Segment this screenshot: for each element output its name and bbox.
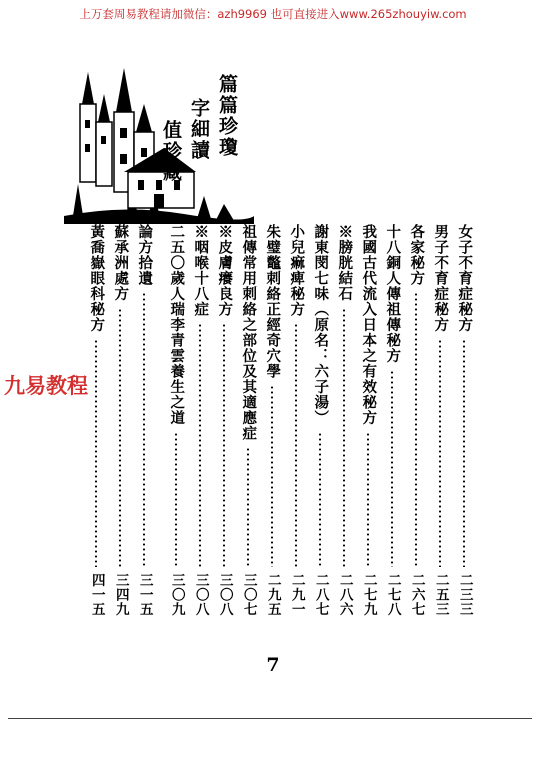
- toc-entry-title: 朱璧鼈刺絡正經奇穴學: [264, 224, 282, 379]
- toc-entry: [236, 224, 260, 616]
- toc-dot-leader: [391, 370, 393, 567]
- toc-entry-title: ※皮膚癢良方: [216, 224, 234, 317]
- toc-entry-title: 小兒痲痺秘方: [288, 224, 306, 317]
- toc-entry-title: 各家秘方: [408, 224, 426, 286]
- header-watermark-banner: 上万套周易教程请加微信：azh9969 也可直接进入www.265zhouyiw.com: [79, 7, 467, 21]
- toc-entry-page: 四一五: [88, 572, 105, 616]
- toc-dot-leader: [319, 432, 321, 567]
- toc-entry: [452, 224, 476, 616]
- toc-entry-title: 男子不育症秘方: [432, 224, 450, 333]
- toc-entry-page: 二七九: [360, 572, 377, 616]
- toc-entry-title: 論方拾遺: [136, 224, 154, 286]
- toc-entry-title: 謝東閔七味（原名：六子湯）: [312, 224, 330, 426]
- toc-entry: [356, 224, 380, 616]
- toc-entry-title: 二五〇歲人瑞李青雲養生之道: [168, 224, 186, 426]
- toc-dot-leader: [119, 308, 121, 567]
- toc-dot-leader: [367, 432, 369, 567]
- toc-dot-leader: [439, 339, 441, 567]
- toc-entry: [260, 224, 284, 616]
- toc-entry: [132, 224, 156, 616]
- toc-dot-leader: [175, 432, 177, 567]
- toc-dot-leader: [271, 385, 273, 567]
- toc-entry-page: 二三三: [456, 572, 473, 616]
- toc-entry-page: 二六七: [408, 572, 425, 616]
- toc-dot-leader: [463, 339, 465, 567]
- toc-entry: [428, 224, 452, 616]
- toc-entry-title: 女子不育症秘方: [456, 224, 474, 333]
- toc-entry-page: 二八六: [336, 572, 353, 616]
- toc-entry: [212, 224, 236, 616]
- toc-dot-leader: [143, 292, 145, 567]
- toc-entry: [332, 224, 356, 616]
- toc-entry-page: 三〇八: [216, 572, 233, 616]
- toc-entry: [404, 224, 428, 616]
- toc-dot-leader: [343, 308, 345, 567]
- toc-entry-page: 二七八: [384, 572, 401, 616]
- toc-entry-page: 二八七: [312, 572, 329, 616]
- toc-entry-title: ※咽喉十八症: [192, 224, 210, 317]
- toc-dot-leader: [95, 339, 97, 567]
- poem-line-1: 篇篇珍瓊: [216, 74, 238, 158]
- bottom-rule: [8, 718, 532, 719]
- toc-entry: [308, 224, 332, 616]
- toc-entry: [164, 224, 188, 616]
- toc-dot-leader: [247, 447, 249, 567]
- toc-entry-page: 二九五: [264, 572, 281, 616]
- toc-entry: [84, 224, 108, 616]
- toc-entry-title: 蘇承洲處方: [112, 224, 130, 302]
- toc-entry-title: 十八銅人傳祖傳秘方: [384, 224, 402, 364]
- toc-entry: [284, 224, 308, 616]
- toc-entry-title: 祖傳常用刺絡之部位及其適應症: [240, 224, 258, 441]
- toc-dot-leader: [199, 323, 201, 567]
- poem-line-2: 字細讀: [188, 98, 210, 161]
- toc-entry: [108, 224, 132, 616]
- table-of-contents: [74, 224, 476, 616]
- toc-entry-page: 三〇八: [192, 572, 209, 616]
- toc-entry-page: 三一五: [136, 572, 153, 616]
- toc-entry-page: 二五三: [432, 572, 449, 616]
- toc-entry-title: 我國古代流入日本之有效秘方: [360, 224, 378, 426]
- toc-entry-page: 二九一: [288, 572, 305, 616]
- toc-entry-page: 三〇七: [240, 572, 257, 616]
- poem-line-3: 值珍藏: [160, 120, 182, 183]
- toc-entry: [188, 224, 212, 616]
- watermark-logo: 九易教程: [4, 374, 88, 398]
- toc-entry-title: 黃喬嶽眼科秘方: [88, 224, 106, 333]
- toc-entry: [380, 224, 404, 616]
- toc-dot-leader: [295, 323, 297, 567]
- toc-dot-leader: [223, 323, 225, 567]
- toc-entry-page: 三四九: [112, 572, 129, 616]
- toc-entry-page: 三〇九: [168, 572, 185, 616]
- toc-dot-leader: [415, 292, 417, 567]
- toc-entry-title: ※膀胱結石: [336, 224, 354, 302]
- page-number: 7: [266, 654, 280, 676]
